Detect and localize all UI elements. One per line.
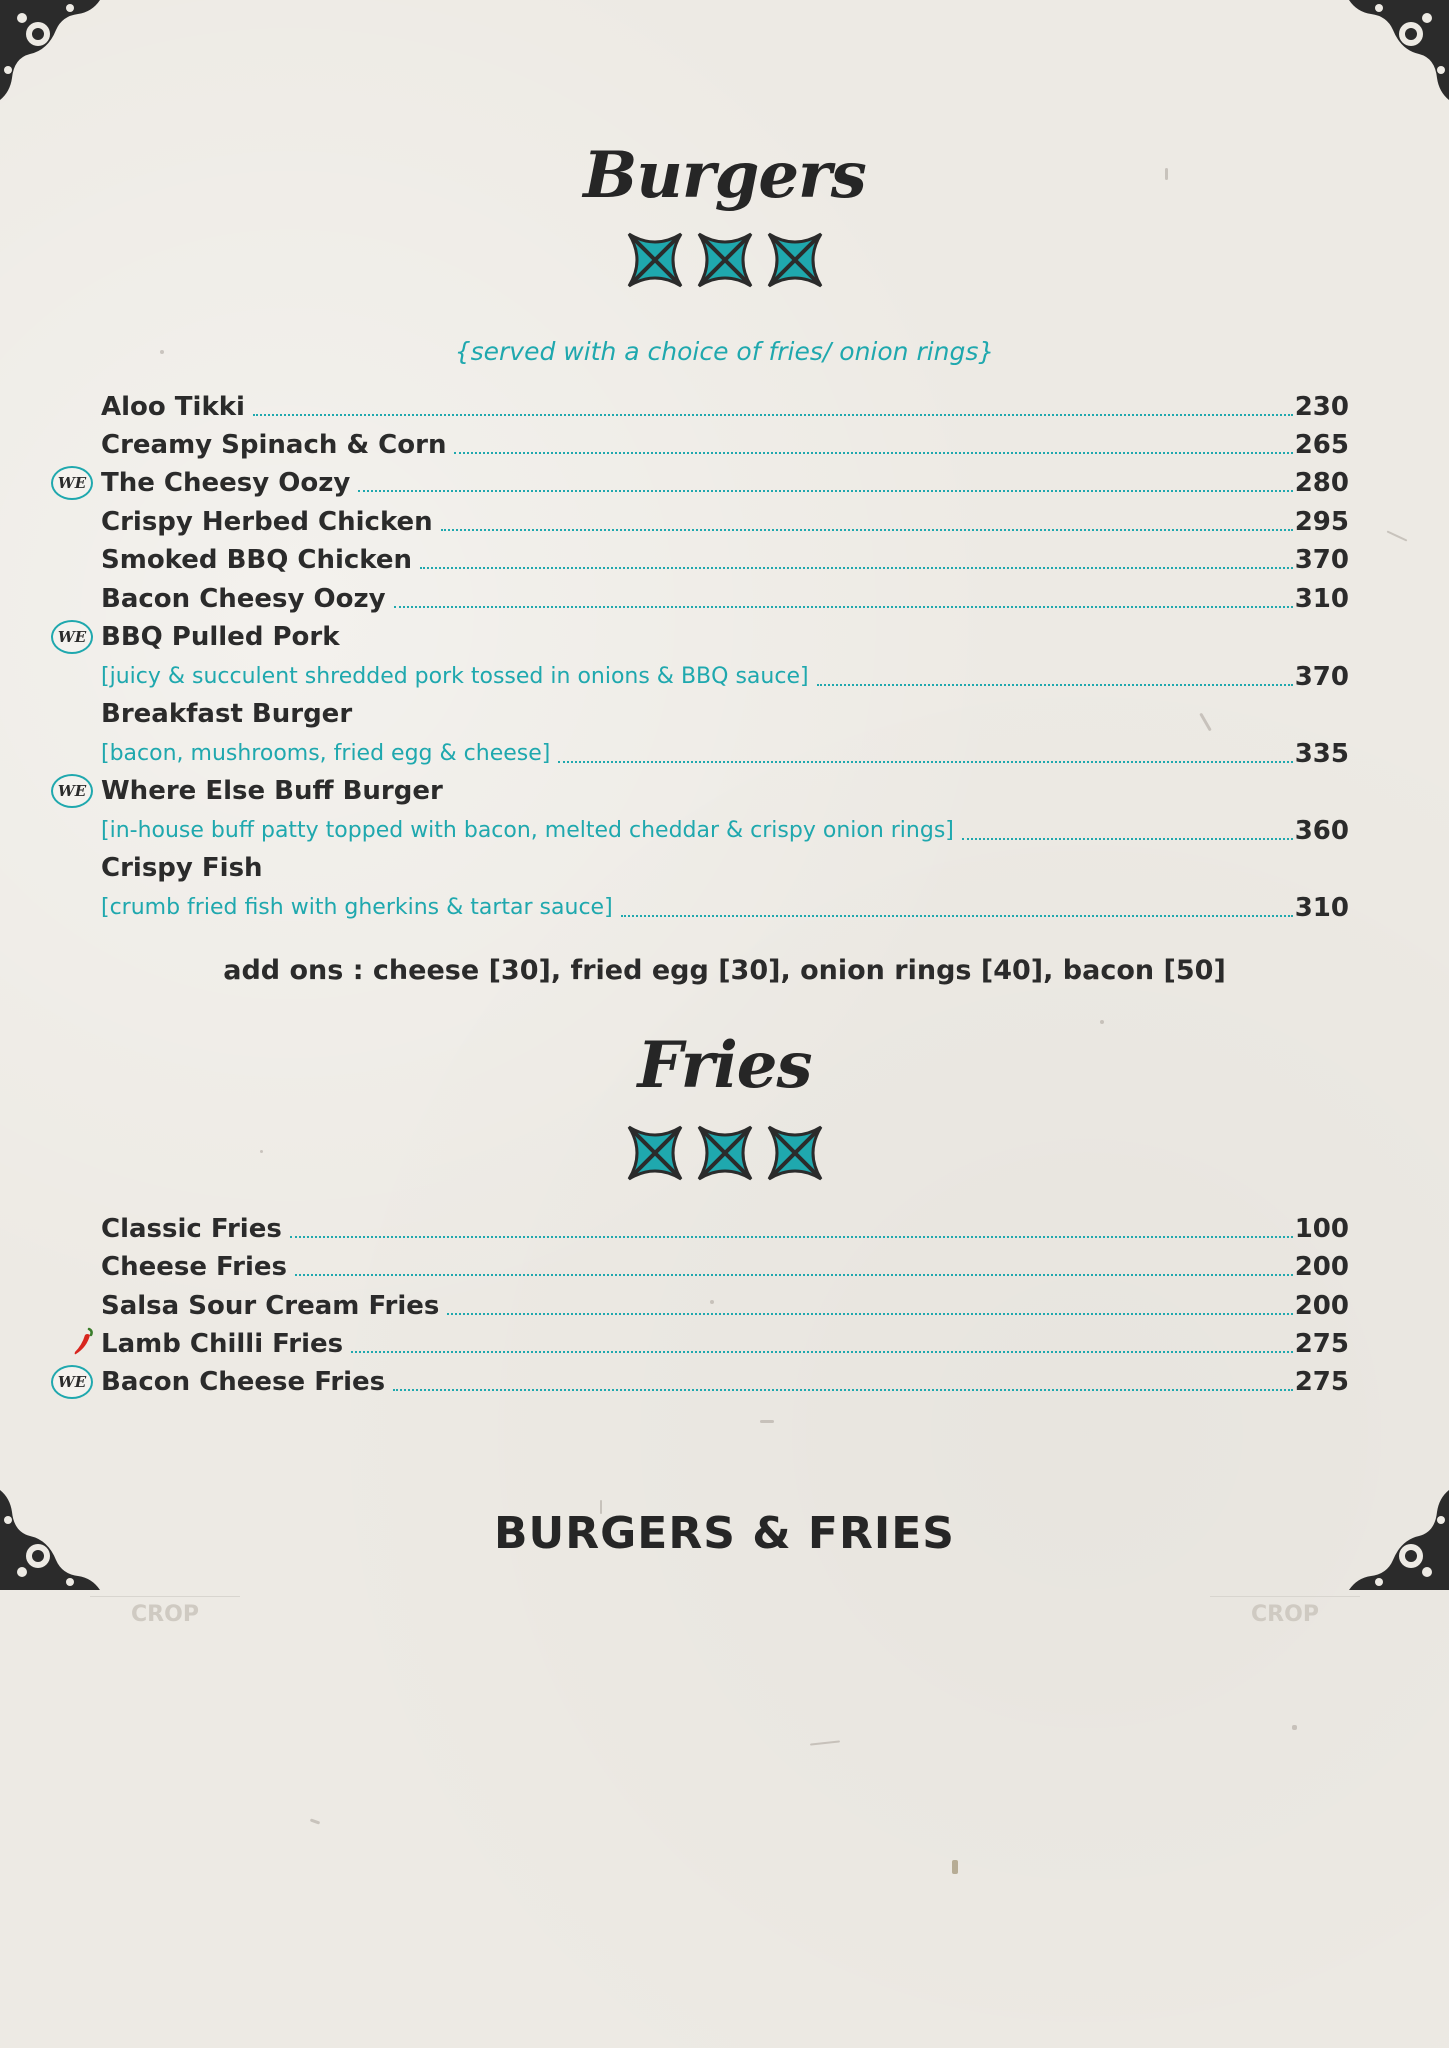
paper-fleck <box>760 1420 774 1423</box>
corner-ornament-icon <box>1349 0 1449 100</box>
menu-item-lamb-chilli-fries <box>101 1327 1349 1361</box>
item-description: [bacon, mushrooms, fried egg & cheese] <box>101 741 551 766</box>
item-price: 100 <box>1294 1214 1349 1244</box>
item-name-where-else-buff-burger: Where Else Buff Burger <box>101 776 443 806</box>
item-price: 280 <box>1294 468 1349 498</box>
dotted-leader <box>394 606 1293 608</box>
where-else-special-badge: WE <box>51 620 93 654</box>
dotted-leader <box>621 915 1293 917</box>
menu-item-buff-burger-desc <box>101 814 1349 848</box>
dotted-leader <box>817 684 1293 686</box>
item-name: Smoked BBQ Chicken <box>101 545 413 575</box>
dotted-leader <box>454 452 1292 454</box>
menu-item-crispy-herbed-chicken <box>101 505 1349 539</box>
leaf-ornament-icon <box>620 228 830 292</box>
where-else-special-badge: WE <box>51 774 93 808</box>
item-name: Aloo Tikki <box>101 392 245 422</box>
item-price: 200 <box>1294 1291 1349 1321</box>
item-name: Classic Fries <box>101 1214 282 1244</box>
dotted-leader <box>393 1389 1293 1391</box>
item-price: 335 <box>1294 739 1349 769</box>
crop-mark-right: CROP <box>1210 1596 1360 1633</box>
where-else-special-badge: WE <box>51 1365 93 1399</box>
item-name: Lamb Chilli Fries <box>101 1329 344 1359</box>
dotted-leader <box>447 1313 1292 1315</box>
paper-fleck <box>952 1860 958 1874</box>
menu-item-cheesy-oozy <box>101 466 1349 500</box>
where-else-special-badge: WE <box>51 466 93 500</box>
item-price: 200 <box>1294 1252 1349 1282</box>
item-price: 230 <box>1294 392 1349 422</box>
item-name: Bacon Cheesy Oozy <box>101 584 386 614</box>
burgers-title: Burgers <box>583 138 866 213</box>
item-name: Crispy Herbed Chicken <box>101 507 433 537</box>
item-name-bbq-pulled-pork: BBQ Pulled Pork <box>101 622 340 652</box>
dotted-leader <box>558 761 1292 763</box>
menu-item-bacon-cheesy-oozy <box>101 582 1349 616</box>
dotted-leader <box>351 1351 1293 1353</box>
menu-item-bacon-cheese-fries <box>101 1365 1349 1399</box>
menu-item-breakfast-burger-desc <box>101 737 1349 771</box>
menu-item-aloo-tikki <box>101 390 1349 424</box>
dotted-leader <box>253 414 1293 416</box>
item-price: 295 <box>1294 507 1349 537</box>
item-description: [in-house buff patty topped with bacon, melted cheddar & crispy onion rings] <box>101 818 954 843</box>
item-name: Cheese Fries <box>101 1252 287 1282</box>
item-name-breakfast-burger: Breakfast Burger <box>101 699 353 729</box>
page-footer-title: BURGERS & FRIES <box>494 1508 955 1559</box>
item-name: Creamy Spinach & Corn <box>101 430 447 460</box>
item-price: 370 <box>1294 545 1349 575</box>
leaf-ornament-icon <box>620 1121 830 1185</box>
item-name: The Cheesy Oozy <box>101 468 351 498</box>
crop-mark-left: CROP <box>90 1596 240 1633</box>
paper-fleck <box>1292 1725 1297 1730</box>
dotted-leader <box>290 1236 1293 1238</box>
item-name: Salsa Sour Cream Fries <box>101 1291 440 1321</box>
item-price: 310 <box>1294 584 1349 614</box>
item-price: 360 <box>1294 816 1349 846</box>
item-price: 370 <box>1294 662 1349 692</box>
menu-item-salsa-sour-cream-fries <box>101 1289 1349 1323</box>
menu-item-creamy-spinach-corn <box>101 428 1349 462</box>
dotted-leader <box>420 567 1293 569</box>
burgers-subtitle: {served with a choice of fries/ onion rings} <box>454 337 995 366</box>
dotted-leader <box>295 1274 1293 1276</box>
item-description: [juicy & succulent shredded pork tossed in onions & BBQ sauce] <box>101 664 809 689</box>
item-description: [crumb fried fish with gherkins & tartar sauce] <box>101 895 613 920</box>
item-name: Bacon Cheese Fries <box>101 1367 386 1397</box>
item-name-crispy-fish: Crispy Fish <box>101 853 263 883</box>
menu-item-crispy-fish-desc <box>101 891 1349 925</box>
item-price: 275 <box>1294 1329 1349 1359</box>
menu-item-cheese-fries <box>101 1250 1349 1284</box>
corner-ornament-icon <box>0 0 100 100</box>
dotted-leader <box>962 838 1293 840</box>
chilli-spicy-icon <box>73 1327 95 1357</box>
item-price: 275 <box>1294 1367 1349 1397</box>
dotted-leader <box>358 490 1292 492</box>
menu-item-classic-fries <box>101 1212 1349 1246</box>
item-price: 265 <box>1294 430 1349 460</box>
burger-add-ons: add ons : cheese [30], fried egg [30], onion rings [40], bacon [50] <box>223 955 1226 986</box>
paper-fleck <box>260 1150 263 1153</box>
fries-title: Fries <box>637 1028 812 1103</box>
menu-item-bbq-pulled-pork-desc <box>101 660 1349 694</box>
menu-item-smoked-bbq-chicken <box>101 543 1349 577</box>
item-price: 310 <box>1294 893 1349 923</box>
dotted-leader <box>441 529 1293 531</box>
paper-fleck <box>1100 1020 1104 1024</box>
